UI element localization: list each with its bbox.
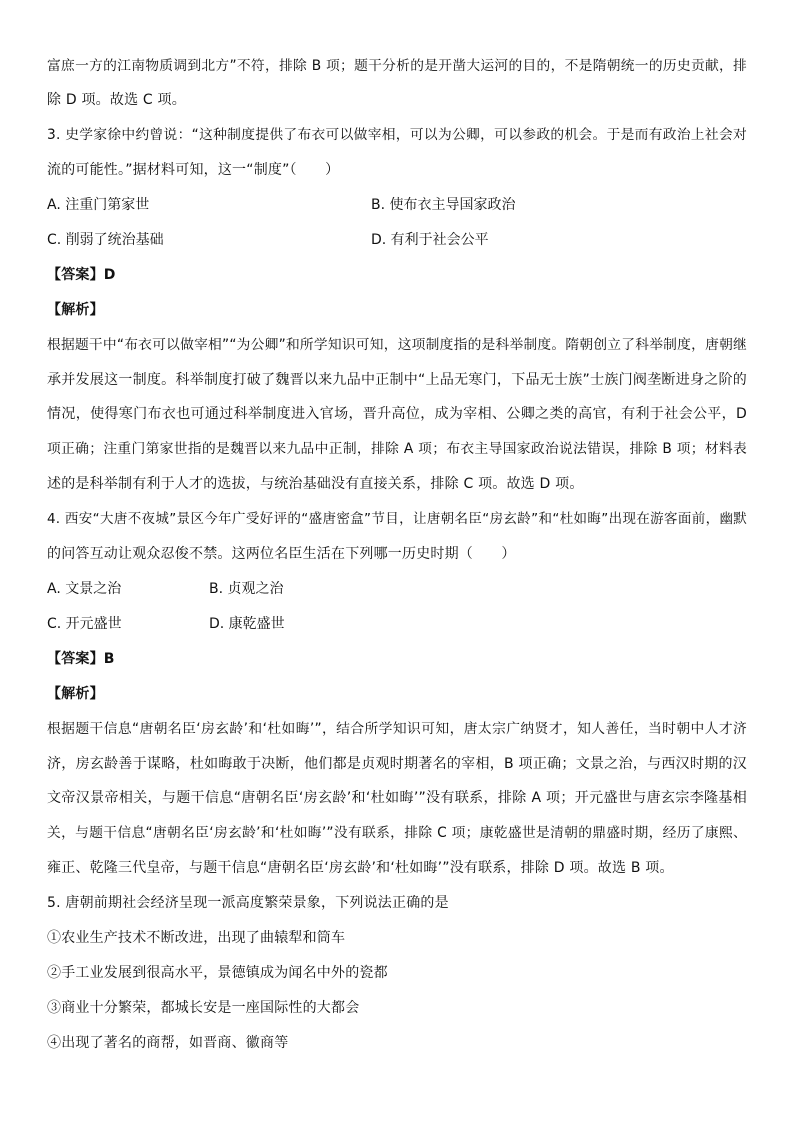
q3-stem-line-2: 流的可能性。”据材料可知，这一“制度”（ ） — [47, 162, 340, 178]
q4-stem-line-1: 4. 西安“大唐不夜城”景区今年广受好评的“盛唐密盒”节目，让唐朝名臣“房玄龄”和“杜如晦”出现在游客面前，幽默 — [47, 511, 747, 527]
q3-analysis-line: 承并发展这一制度。科举制度打破了魏晋以来九品中正制中“上品无寒门，下品无士族”士族门阀垄断进身之阶的 — [47, 372, 747, 388]
q4-option-a: A. 文景之治 — [47, 581, 122, 597]
q3-stem-line-1: 3. 史学家徐中约曾说：“这种制度提供了布衣可以做宰相，可以为公卿，可以参政的机会。于是而有政治上社会对 — [47, 127, 747, 143]
q4-analysis-line: 根据题干信息“唐朝名臣‘房玄龄’和‘杜如晦’”，结合所学知识可知，唐太宗广纳贤才，知人善任，当时朝中人才济 — [47, 721, 747, 737]
q3-analysis-line: 情况，使得寒门布衣也可通过科举制度进入官场，晋升高位，成为宰相、公卿之类的高官，有利于社会公平，D — [47, 406, 747, 422]
q3-option-c: C. 削弱了统治基础 — [47, 232, 164, 248]
q5-statement-2: ②手工业发展到很高水平，景德镇成为闻名中外的瓷都 — [47, 965, 388, 981]
q4-option-d: D. 康乾盛世 — [209, 616, 285, 632]
q3-option-b: B. 使布衣主导国家政治 — [371, 197, 516, 213]
prev-analysis-line-1: 富庶一方的江南物质调到北方”不符，排除 B 项；题干分析的是开凿大运河的目的，不是隋朝统一的历史贡献，排 — [47, 58, 747, 74]
q3-analysis-label: 【解析】 — [47, 302, 104, 318]
q5-statement-3: ③商业十分繁荣，都城长安是一座国际性的大都会 — [47, 1000, 360, 1016]
q4-analysis-line: 济，房玄龄善于谋略，杜如晦敢于决断，他们都是贞观时期著名的宰相，B 项正确；文景之治，与西汉时期的汉 — [47, 756, 747, 772]
q5-statement-1: ①农业生产技术不断改进，出现了曲辕犁和筒车 — [47, 930, 346, 946]
q4-analysis-line: 文帝汉景帝相关，与题干信息“唐朝名臣‘房玄龄’和‘杜如晦’”没有联系，排除 A 项；开元盛世与唐玄宗李隆基相 — [47, 790, 747, 806]
q4-answer: 【答案】B — [47, 651, 115, 667]
q5-stem: 5. 唐朝前期社会经济呈现一派高度繁荣景象，下列说法正确的是 — [47, 895, 449, 911]
q3-analysis-line: 根据题干中“布衣可以做宰相”“为公卿”和所学知识可知，这项制度指的是科举制度。隋朝创立了科举制度，唐朝继 — [47, 337, 747, 353]
q3-analysis-line: 项正确；注重门第家世指的是魏晋以来九品中正制，排除 A 项；布衣主导国家政治说法错误，排除 B 项；材料表 — [47, 441, 747, 457]
q3-option-a: A. 注重门第家世 — [47, 197, 150, 213]
q4-option-b: B. 贞观之治 — [209, 581, 284, 597]
q4-analysis-line: 雍正、乾隆三代皇帝，与题干信息“唐朝名臣‘房玄龄’和‘杜如晦’”没有联系，排除 D 项。故选 B 项。 — [47, 860, 674, 876]
q5-statement-4: ④出现了著名的商帮，如晋商、徽商等 — [47, 1035, 289, 1051]
q4-analysis-label: 【解析】 — [47, 686, 104, 702]
q4-option-c: C. 开元盛世 — [47, 616, 122, 632]
prev-analysis-line-2: 除 D 项。故选 C 项。 — [47, 92, 186, 108]
q3-answer: 【答案】D — [47, 267, 116, 283]
q3-analysis-line: 述的是科举制有利于人才的选拔，与统治基础没有直接关系，排除 C 项。故选 D 项。 — [47, 476, 584, 492]
q4-analysis-line: 关，与题干信息“唐朝名臣‘房玄龄’和‘杜如晦’”没有联系，排除 C 项；康乾盛世是清朝的鼎盛时期，经历了康熙、 — [47, 825, 747, 841]
q4-stem-line-2: 的问答互动让观众忍俊不禁。这两位名臣生活在下列哪一历史时期（ ） — [47, 546, 516, 562]
q3-option-d: D. 有利于社会公平 — [371, 232, 489, 248]
